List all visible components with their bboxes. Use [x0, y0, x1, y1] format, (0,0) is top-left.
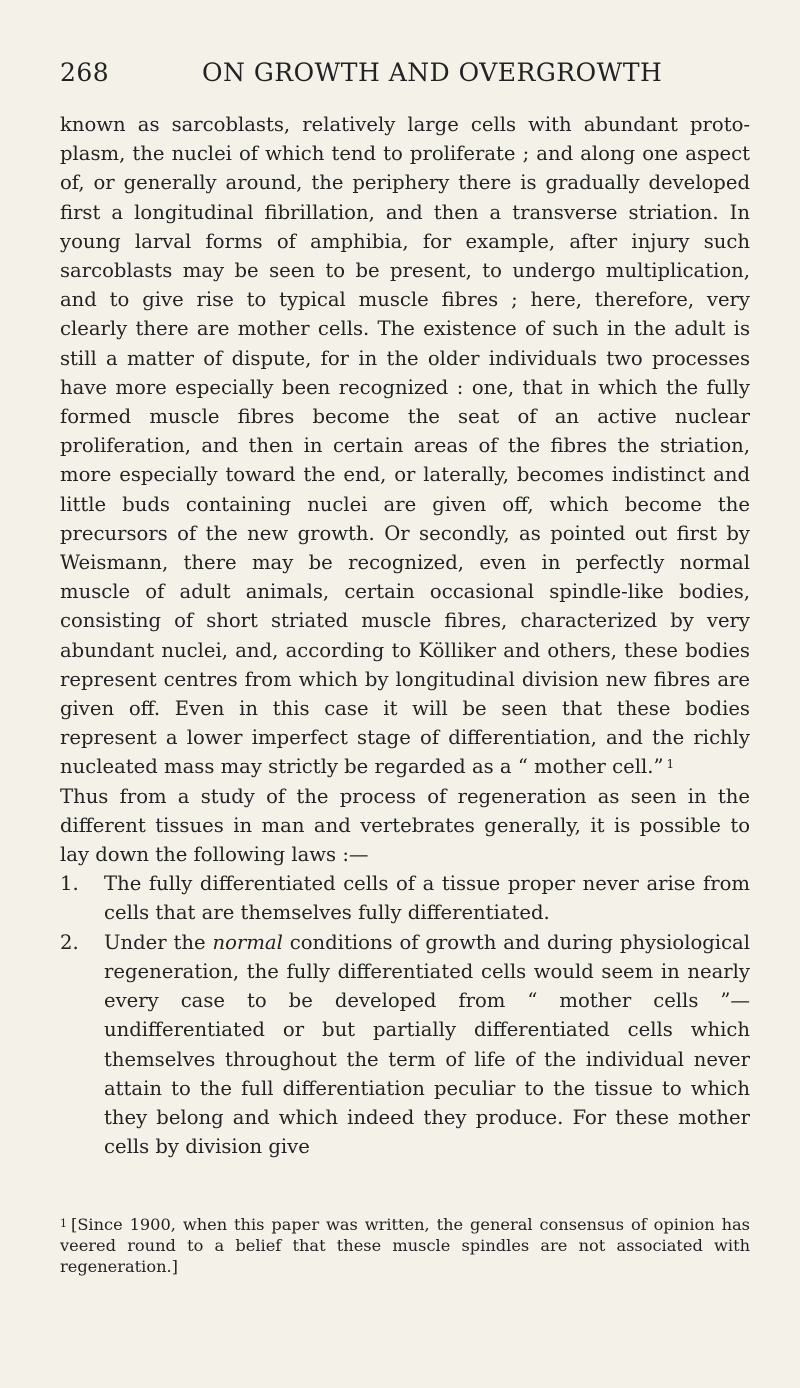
- page-number: 268: [60, 58, 110, 87]
- footnote: [60, 1214, 750, 1277]
- body-text: [60, 110, 750, 1161]
- law-text: The fully differentiated cells of a tissue proper never arise from cells that are themselves fully differentiated.: [104, 872, 750, 925]
- footnote-marker: 1: [60, 1217, 67, 1230]
- paragraph: [60, 110, 750, 782]
- law-item: [60, 928, 750, 1162]
- footnote-text: [Since 1900, when this paper was written, the general consensus of opinion has veered round to a belief that these muscle spindles are not associated with regeneration.]: [60, 1215, 750, 1276]
- law-number: 2.: [60, 930, 79, 954]
- law-text-emphasis: normal: [212, 930, 283, 954]
- law-text-post: conditions of growth and during physiological regeneration, the fully differentiated cells would seem in nearly every case to be developed from “ mother cells ”—undifferentiated or but partially differentiated cells which themselves throughout the term of life of the individual never attain to the full differentiation peculiar to the tissue to which they belong and which indeed they produce. For these mother cells by division give: [104, 930, 750, 1159]
- paragraph-text: known as sarcoblasts, relatively large cells with abundant protoplasm, the nuclei of which tend to proliferate ; and along one aspect of, or generally around, the periphery there is gradually developed first a longitudinal fibrillation, and then a transverse striation. In young larval forms of amphibia, for example, after injury such sarcoblasts may be seen to be present, to undergo multiplication, and to give rise to typical muscle fibres ; here, therefore, very clearly there are mother cells. The existence of such in the adult is still a matter of dispute, for in the older individuals two processes have more especially been recognized : one, that in which the fully formed muscle fibres become the seat of an active nuclear proliferation, and then in certain areas of the fibres the striation, more especially toward the end, or laterally, becomes indistinct and little buds containing nuclei are given off, which become the precursors of the new growth. Or secondly, as pointed out first by Weismann, there may be recognized, even in perfectly normal muscle of adult animals, certain occasional spindle-like bodies, consisting of short striated muscle fibres, characterized by very abundant nuclei, and, according to Kölliker and others, these bodies represent centres from which by longitudinal division new fibres are given off. Even in this case it will be seen that these bodies represent a lower imperfect stage of differentiation, and the richly nucleated mass may strictly be regarded as a “ mother cell.”: [60, 113, 750, 779]
- running-head: ON GROWTH AND OVERGROWTH: [202, 58, 663, 87]
- law-item: [60, 869, 750, 927]
- page-header: [60, 58, 740, 94]
- footnote-reference: 1: [666, 757, 675, 772]
- paragraph: Thus from a study of the process of regeneration as seen in the different tissues in man and vertebrates generally, it is possible to lay down the following laws :—: [60, 784, 750, 867]
- law-text-pre: Under the: [104, 930, 213, 954]
- law-number: 1.: [60, 872, 79, 896]
- law-text: [104, 931, 750, 1158]
